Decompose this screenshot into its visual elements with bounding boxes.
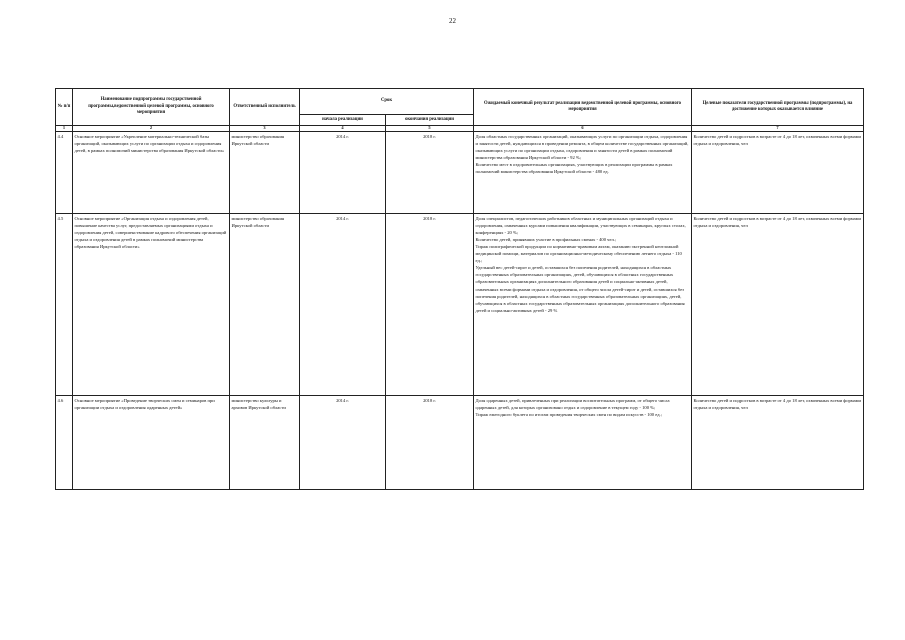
column-number: 6 [474, 126, 692, 132]
row-start: 2014 г. [300, 214, 386, 396]
row-start: 2014 г. [300, 396, 386, 490]
header-num: № п/п [56, 89, 73, 126]
table-header-row [56, 89, 864, 115]
row-target: Количество детей и подростков в возрасте от 4 до 18 лет, охваченных всеми формами отдыха и оздоровления, чел [692, 396, 864, 490]
result-line: Тираж полиграфической продукции по нормативно-правовым актам, оказанию экстренной неотложной медицинской помощи, материалов по организационно-методическому обеспечению летнего отдыха - 110 ед.; [475, 243, 682, 264]
result-line: Доля одаренных детей, привлеченных при реализации воспитательных программ, от общего числа одаренных детей, для которых организовано отдых и оздоровление в текущем году - 100 %; [475, 397, 670, 410]
row-executor: министерство образования Иркутской области [230, 214, 300, 396]
row-end: 2018 г. [386, 396, 474, 490]
row-start: 2014 г. [300, 132, 386, 214]
row-executor: министерство образования Иркутской области [230, 132, 300, 214]
row-result [474, 132, 692, 214]
result-line: Количество детей, принявших участие в профильных сменах - 400 чел.; [475, 236, 617, 242]
header-term-start: начала реализации [300, 115, 386, 126]
table-row [56, 214, 864, 396]
result-line: Доля областных государственных организаций, оказывающих услуги по организации отдыха, оздоровления и занятости детей, нуждающихся в проведении ремонта, в общем количестве государственных организаций, оказывающих услуги по организации отдыха, оздоровления и занятости детей в рамках полномочий министерства образования Иркутской области - 92 %; [475, 133, 689, 160]
row-name: Основное мероприятие «Укрепление материально-технической базы организаций, оказывающих услуги по организации отдыха и оздоровления детей, в рамках полномочий министерства образования Иркутской области» [73, 132, 230, 214]
row-target: Количество детей и подростков в возрасте от 4 до 18 лет, охваченных всеми формами отдыха и оздоровления, чел [692, 132, 864, 214]
table-row [56, 132, 864, 214]
row-result [474, 214, 692, 396]
header-term-end: окончания реализации [386, 115, 474, 126]
result-line: Доля специалистов, педагогических работников областных и муниципальных организаций отдыха и оздоровления, охваченных курсами повышения квалификации, участвующих в семинарах, круглых столах, конференциях - 20 %; [475, 215, 686, 235]
page-number: 22 [449, 17, 456, 25]
row-number: 4.5 [56, 214, 73, 396]
table-row [56, 396, 864, 490]
row-result [474, 396, 692, 490]
row-number: 4.4 [56, 132, 73, 214]
column-number: 1 [56, 126, 73, 132]
row-end: 2018 г. [386, 214, 474, 396]
header-term: Срок [300, 89, 474, 115]
column-number: 7 [692, 126, 864, 132]
header-result: Ожидаемый конечный результат реализации ведомственной целевой программы, основного мероприятия [474, 89, 692, 126]
header-targets: Целевые показатели государственной программы (подпрограммы), на достижение которых оказывается влияние [692, 89, 864, 126]
row-target: Количество детей и подростков в возрасте от 4 до 18 лет, охваченных всеми формами отдыха и оздоровления, чел [692, 214, 864, 396]
column-number: 4 [300, 126, 386, 132]
column-number: 3 [230, 126, 300, 132]
header-name: Наименование подпрограммы государственной программы,ведомственной целевой программы, основного мероприятия [73, 89, 230, 126]
row-name: Основное мероприятие «Организация отдыха и оздоровления детей, повышение качества услуг, предоставляемых организациями отдыха и оздоровления детей, совершенствование кадрового обеспечения организаций отдыха и оздоровления детей в рамках полномочий министерства образования Иркутской области» [73, 214, 230, 396]
result-line: Удельный вес детей-сирот и детей, оставшихся без попечения родителей, находящихся в областных государственных образовательных организациях, детей, обучающихся в областных государственных образовательных организациях дополнительного образования детей и социально-активных детей, охваченных всеми формами отдыха и оздоровления, от общего числа детей-сирот и детей, оставшихся без попечения родителей, находящихся в областных государственных образовательных организациях, детей, обучающихся в областных государственных образовательных организациях дополнительного образования детей и социально-активных детей - 29 % [475, 265, 685, 313]
row-executor: министерство культуры и архивов Иркутской области [230, 396, 300, 490]
column-number: 5 [386, 126, 474, 132]
result-line: Количество мест в оздоровительных организациях, участвующих в реализации программы в рамках полномочий министерства образования Иркутской области - 480 ед. [475, 161, 673, 175]
program-table [55, 88, 864, 490]
column-number: 2 [73, 126, 230, 132]
row-end: 2018 г. [386, 132, 474, 214]
row-name: Основное мероприятие «Проведение творческих смен и семинаров при организации отдыха и оздоровления одаренных детей» [73, 396, 230, 490]
header-executor: Ответственный исполнитель [230, 89, 300, 126]
row-number: 4.6 [56, 396, 73, 490]
result-line: Тираж ежегодного буклета по итогам проведения творческих смен по видам искусств - 100 ед.; [475, 411, 662, 417]
